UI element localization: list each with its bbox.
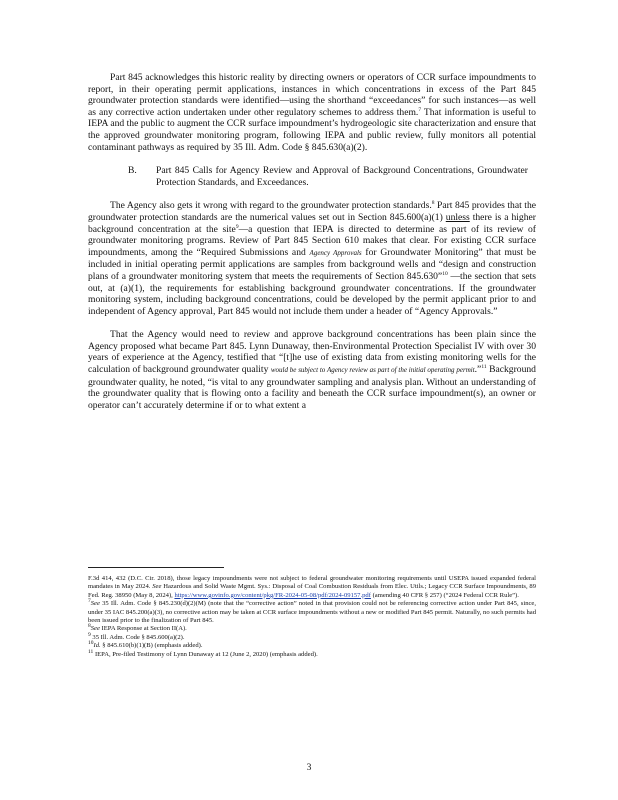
paragraph-3 (88, 329, 536, 411)
footnote-10-id: Id. (93, 642, 101, 650)
footnote-continued-text-b: Hazardous and Solid Waste Mgmt. Sys.: Disposal of Coal Combustion Residuals from Elec. Utils.; Legacy CCR Surface Impoundments, 89 Fed. Reg. 38950 (May 8, 2024), (88, 583, 536, 599)
footnote-8-number: 8 (88, 623, 91, 630)
footnote-ref-10[interactable]: 10 (442, 270, 448, 277)
footnote-continued-see: See (152, 583, 162, 591)
footnotes (88, 575, 536, 659)
footnote-ref-11[interactable]: 11 (481, 363, 487, 370)
footnote-continued-text-a: F.3d 414, 432 (D.C. Cir. 2018), those legacy impoundments were not subject to federal groundwater monitoring requirements until USEPA issued expanded federal mandates in May 2024. (88, 575, 536, 591)
footnote-separator (88, 567, 224, 568)
footnote-8-text: IEPA Response at Section II(A). (99, 625, 187, 633)
footnote-11-text: IEPA, Pre-filed Testimony of Lynn Dunaway at 12 (June 2, 2020) (emphasis added). (93, 650, 318, 658)
footnote-10 (88, 642, 536, 650)
footnote-7-see: See (90, 600, 100, 608)
footnote-continued (88, 575, 536, 600)
footnote-ref-8[interactable]: 8 (431, 200, 435, 207)
paragraph-2-text-b: Part 845 provides that the groundwater protection standards are the numerical values set out in Section 845.600(a)(1) (88, 200, 536, 223)
paragraph-2-text-d: —a question that IEPA is directed to determine as part of its review of groundwater monitoring programs. Review of Part 845 Section 610 makes that clear. For existing CCR surface impoundments, among the “Required Submissions and (88, 223, 536, 258)
page-number: 3 (306, 762, 312, 773)
paragraph-2-text-e: for Groundwater Monitoring” that must be included in initial operating permit applications are samples from background wells and “design and construction plans of a groundwater monitoring system that meets the requirements of Section 845.630” (88, 246, 536, 282)
footnote-7-number: 7 (88, 598, 91, 605)
footnote-8 (88, 625, 536, 633)
paragraph-1 (88, 72, 536, 153)
section-heading-text: Part 845 Calls for Agency Review and Approval of Background Concentrations, Groundwater Protection Standards, and Exceedances. (156, 165, 528, 188)
italic-agency-approvals: Agency Approvals (309, 248, 362, 257)
footnote-ref-9[interactable]: 9 (235, 223, 239, 230)
paragraph-3-text-b: .” (474, 364, 482, 376)
paragraph-3-text-c: Background groundwater quality, he noted, “is vital to any groundwater sampling and analysis plan. Without an understanding of the groundwater quality that is flowing onto a facility and beneath the CCR surface impoundment(s), an owner or operator can’t accurately determine if or to what extent a (88, 364, 536, 411)
paragraph-2 (88, 200, 536, 317)
footnote-ref-7[interactable]: 7 (418, 106, 422, 113)
footnote-10-number: 10 (88, 640, 94, 647)
underlined-unless: unless (445, 211, 470, 223)
footnote-7 (88, 600, 536, 625)
paragraph-1-text: Part 845 acknowledges this historic reality by directing owners or operators of CCR surface impoundments to report, in their operating permit applications, instances in which concentrations in excess of the Part 845 groundwater protection standards were identified—using the shorthand “exceedances” for such instances—as well as any corrective action undertaken under other regulatory schemes to address them. (88, 72, 536, 118)
paragraph-3-text-a: That the Agency would need to review and approve background concentrations has been plain since the Agency proposed what became Part 845. Lynn Dunaway, then-Environmental Protection Specialist IV with over 30 years of experience at the Agency, testified that “[t]he use of existing data from existing monitoring wells for the calculation of background groundwater quality (88, 329, 536, 376)
section-heading (128, 165, 528, 188)
section-heading-number: B. (128, 165, 137, 177)
footnote-11-number: 11 (88, 648, 94, 655)
footnote-7-text: 35 Ill. Adm. Code § 845.230(d)(2)(M) (note that the “corrective action” noted in that provision could not be referencing corrective action under Part 845, since, under 35 IAC 845.200(a)(3), no corrective action may be taken at CCR surface impoundments without a new or modified Part 845 permit. Naturally, no such permits had been issued prior to the finalization of Part 845. (88, 600, 536, 625)
footnote-9-number: 9 (88, 631, 91, 638)
paragraph-2-text-a: The Agency also gets it wrong with regard to the groundwater protection standards. (110, 200, 432, 212)
footnote-11 (88, 648, 536, 659)
footnote-9-text: 35 Ill. Adm. Code § 845.600(a)(2). (90, 633, 185, 641)
footnote-10-text: § 845.610(b)(1)(B) (emphasis added). (100, 642, 203, 650)
italic-quote: would be subject to Agency review as part of the initial operating permit (270, 366, 475, 375)
document-page (88, 72, 536, 411)
paragraph-2-text-c: there is a higher background concentration at the site (88, 211, 536, 235)
paragraph-1-tail: That information is useful to IEPA and the public to augment the CCR surface impoundment’s hydrogeologic site characterization and ensure that the approved groundwater monitoring program, following IEPA and public review, fully monitors all potential contaminant pathways as required by 35 Ill. Adm. Code § 845.630(a)(2). (88, 106, 536, 153)
paragraph-2-text-f: —the section that sets out, at (a)(1), the requirements for establishing background groundwater concentrations. If the groundwater monitoring system, including background concentrations, could be developed by the permit applicant prior to and independent of Agency approval, Part 845 would not include them under a header of “Agency Approvals.” (88, 270, 536, 317)
footnote-9 (88, 631, 536, 642)
footnote-continued-text-c: (amending 40 CFR § 257) (“2024 Federal CCR Rule”). (370, 591, 519, 599)
federal-register-link[interactable]: https://www.govinfo.gov/content/pkg/FR-2024-05-08/pdf/2024-09157.pdf (174, 591, 371, 599)
footnote-8-see: See (90, 625, 100, 633)
